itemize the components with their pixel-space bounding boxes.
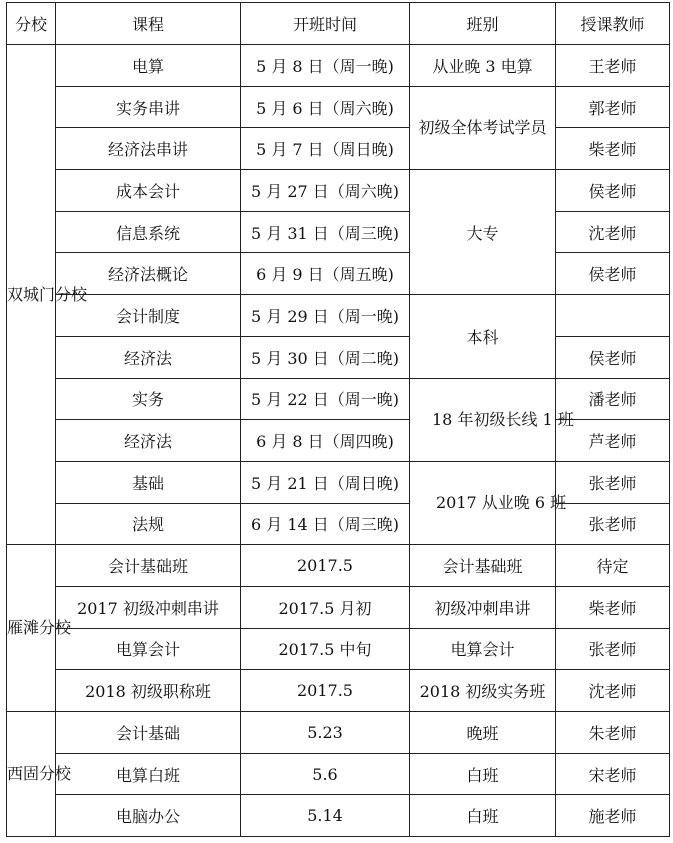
teacher-cell: 张老师 — [556, 628, 670, 670]
group-cell: 白班 — [410, 753, 556, 795]
time-cell: 5 月 29 日（周一晚) — [241, 295, 410, 337]
course-cell: 电算会计 — [56, 628, 241, 670]
course-cell: 经济法串讲 — [56, 128, 241, 170]
group-cell: 会计基础班 — [410, 545, 556, 587]
teacher-cell: 沈老师 — [556, 211, 670, 253]
table-row — [7, 45, 670, 87]
teacher-cell: 芦老师 — [556, 420, 670, 462]
header-class-group: 班别 — [410, 3, 556, 45]
time-cell: 2017.5 — [241, 545, 410, 587]
group-cell: 从业晚 3 电算 — [410, 45, 556, 87]
course-cell: 会计基础 — [56, 712, 241, 754]
time-cell: 5 月 7 日（周日晚) — [241, 128, 410, 170]
time-cell: 2017.5 — [241, 670, 410, 712]
group-cell: 18 年初级长线 1 班 — [410, 378, 556, 461]
time-cell: 6 月 8 日（周四晚) — [241, 420, 410, 462]
table-row — [7, 545, 670, 587]
time-cell: 2017.5 中旬 — [241, 628, 410, 670]
group-cell: 初级冲刺串讲 — [410, 586, 556, 628]
campus-name: 雁滩分校 — [7, 545, 56, 712]
header-row — [7, 3, 670, 45]
teacher-cell: 侯老师 — [556, 336, 670, 378]
teacher-cell: 王老师 — [556, 45, 670, 87]
table-row — [7, 336, 670, 378]
table-row — [7, 86, 670, 128]
teacher-cell: 柴老师 — [556, 128, 670, 170]
course-cell: 2017 初级冲刺串讲 — [56, 586, 241, 628]
teacher-cell: 侯老师 — [556, 253, 670, 295]
time-cell: 6 月 9 日（周五晚) — [241, 253, 410, 295]
table-row — [7, 253, 670, 295]
course-cell: 2018 初级职称班 — [56, 670, 241, 712]
teacher-cell: 施老师 — [556, 795, 670, 837]
table-row — [7, 503, 670, 545]
course-cell: 经济法 — [56, 420, 241, 462]
group-cell: 白班 — [410, 795, 556, 837]
table-row — [7, 378, 670, 420]
course-cell: 经济法概论 — [56, 253, 241, 295]
header-campus: 分校 — [7, 3, 56, 45]
time-cell: 6 月 14 日（周三晚) — [241, 503, 410, 545]
course-cell: 电算 — [56, 45, 241, 87]
time-cell: 2017.5 月初 — [241, 586, 410, 628]
time-cell: 5 月 30 日（周二晚) — [241, 336, 410, 378]
class-schedule-table — [6, 2, 670, 837]
course-cell: 会计制度 — [56, 295, 241, 337]
table-row — [7, 795, 670, 837]
table-row — [7, 128, 670, 170]
teacher-cell: 潘老师 — [556, 378, 670, 420]
group-cell: 电算会计 — [410, 628, 556, 670]
teacher-cell: 宋老师 — [556, 753, 670, 795]
course-cell: 法规 — [56, 503, 241, 545]
course-cell: 电算白班 — [56, 753, 241, 795]
group-cell: 晚班 — [410, 712, 556, 754]
group-cell: 2018 初级实务班 — [410, 670, 556, 712]
table-row — [7, 628, 670, 670]
course-cell: 经济法 — [56, 336, 241, 378]
time-cell: 5 月 6 日（周六晚) — [241, 86, 410, 128]
table-row — [7, 211, 670, 253]
time-cell: 5 月 8 日（周一晚) — [241, 45, 410, 87]
teacher-cell: 侯老师 — [556, 170, 670, 212]
time-cell: 5 月 21 日（周日晚) — [241, 461, 410, 503]
teacher-cell: 张老师 — [556, 503, 670, 545]
time-cell: 5.14 — [241, 795, 410, 837]
teacher-cell: 张老师 — [556, 461, 670, 503]
teacher-cell: 待定 — [556, 545, 670, 587]
group-cell: 2017 从业晚 6 班 — [410, 461, 556, 544]
teacher-cell: 沈老师 — [556, 670, 670, 712]
campus-name: 双城门分校 — [7, 45, 56, 545]
table-row — [7, 712, 670, 754]
table-row — [7, 295, 670, 337]
course-cell: 会计基础班 — [56, 545, 241, 587]
table-row — [7, 670, 670, 712]
course-cell: 信息系统 — [56, 211, 241, 253]
time-cell: 5 月 27 日（周六晚) — [241, 170, 410, 212]
header-teacher: 授课教师 — [556, 3, 670, 45]
teacher-cell — [556, 295, 670, 337]
course-cell: 电脑办公 — [56, 795, 241, 837]
table-row — [7, 586, 670, 628]
course-cell: 实务串讲 — [56, 86, 241, 128]
header-start-time: 开班时间 — [241, 3, 410, 45]
course-cell: 基础 — [56, 461, 241, 503]
table-row — [7, 461, 670, 503]
time-cell: 5 月 22 日（周一晚) — [241, 378, 410, 420]
time-cell: 5.23 — [241, 712, 410, 754]
course-cell: 实务 — [56, 378, 241, 420]
course-cell: 成本会计 — [56, 170, 241, 212]
time-cell: 5.6 — [241, 753, 410, 795]
group-cell: 初级全体考试学员 — [410, 86, 556, 169]
table-row — [7, 170, 670, 212]
teacher-cell: 郭老师 — [556, 86, 670, 128]
teacher-cell: 柴老师 — [556, 586, 670, 628]
teacher-cell: 朱老师 — [556, 712, 670, 754]
header-course: 课程 — [56, 3, 241, 45]
group-cell: 本科 — [410, 295, 556, 378]
time-cell: 5 月 31 日（周三晚) — [241, 211, 410, 253]
table-row — [7, 753, 670, 795]
group-cell: 大专 — [410, 170, 556, 295]
campus-name: 西固分校 — [7, 712, 56, 837]
